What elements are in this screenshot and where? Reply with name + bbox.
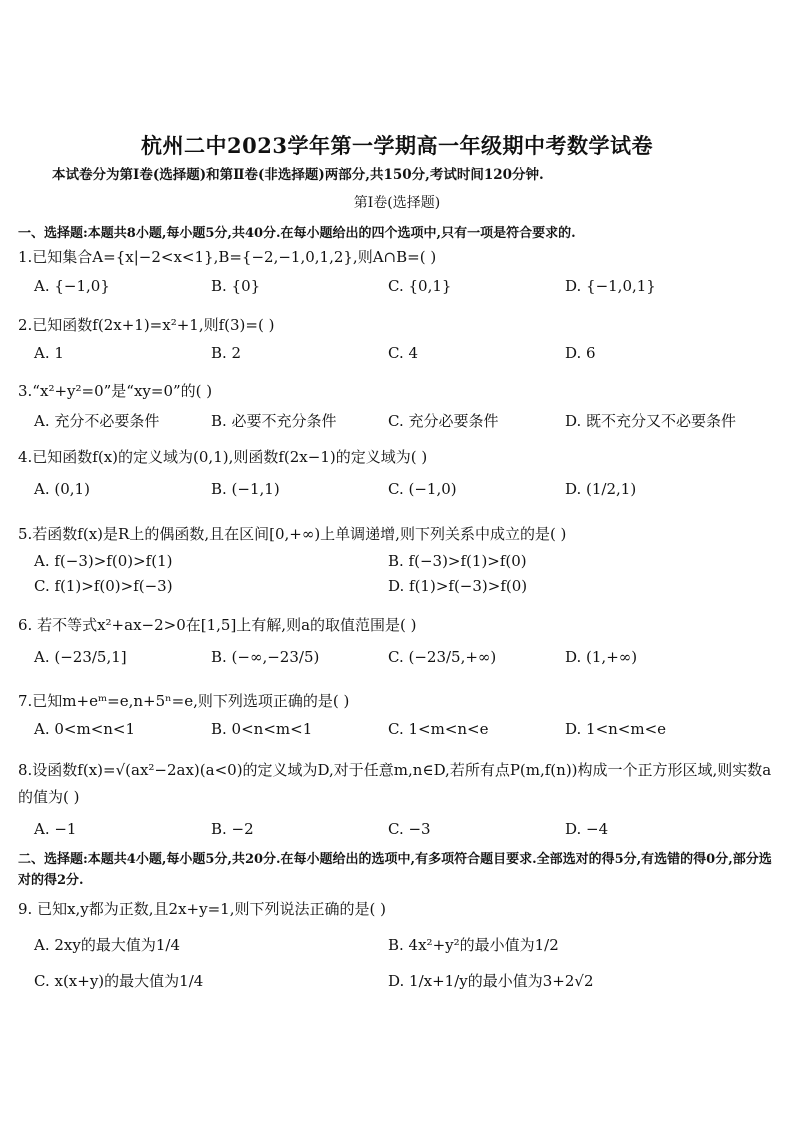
question-3-stem: 3.“x²+y²=0”是“xy=0”的( ) <box>18 382 213 400</box>
part1-heading: 第Ⅰ卷(选择题) <box>353 195 441 211</box>
q3-option-d: D. 既不充分又不必要条件 <box>565 412 737 430</box>
question-8-stem: 8.设函数f(x)=√(ax²−2ax)(a<0)的定义域为D,对于任意m,n∈D,若所有点P(m,f(n))构成一个正方形区域,则实数a的值为( ) <box>18 761 772 806</box>
q3-option-b: B. 必要不充分条件 <box>211 412 337 430</box>
q7-option-c: C. 1<m<n<e <box>388 720 489 738</box>
q9-option-b: B. 4x²+y²的最小值为1/2 <box>388 936 559 954</box>
q4-option-d: D. (1/2,1) <box>565 480 637 498</box>
question-4-stem: 4.已知函数f(x)的定义域为(0,1),则函数f(2x−1)的定义域为( ) <box>18 448 428 466</box>
q1-option-b: B. {0} <box>211 277 261 295</box>
q6-option-c: C. (−23/5,+∞) <box>388 648 497 666</box>
q3-option-c: C. 充分必要条件 <box>388 412 499 430</box>
q5-option-a: A. f(−3)>f(0)>f(1) <box>34 552 173 570</box>
exam-title: 杭州二中2023学年第一学期高一年级期中考数学试卷 <box>141 133 653 158</box>
question-6-stem: 6. 若不等式x²+ax−2>0在[1,5]上有解,则a的取值范围是( ) <box>18 616 417 634</box>
question-2-stem: 2.已知函数f(2x+1)=x²+1,则f(3)=( ) <box>18 316 275 334</box>
question-7-stem: 7.已知m+eᵐ=e,n+5ⁿ=e,则下列选项正确的是( ) <box>18 692 350 710</box>
q2-option-a: A. 1 <box>34 344 64 362</box>
q7-option-d: D. 1<n<m<e <box>565 720 667 738</box>
q6-option-d: D. (1,+∞) <box>565 648 638 666</box>
q2-option-b: B. 2 <box>211 344 242 362</box>
q8-option-a: A. −1 <box>34 820 77 838</box>
q5-option-b: B. f(−3)>f(1)>f(0) <box>388 552 527 570</box>
q4-option-c: C. (−1,0) <box>388 480 457 498</box>
q5-option-d: D. f(1)>f(−3)>f(0) <box>388 577 528 595</box>
q1-option-d: D. {−1,0,1} <box>565 277 656 295</box>
q9-option-d: D. 1/x+1/y的最小值为3+2√2 <box>388 972 594 990</box>
q2-option-c: C. 4 <box>388 344 419 362</box>
q8-option-d: D. −4 <box>565 820 609 838</box>
q9-option-a: A. 2xy的最大值为1/4 <box>34 936 180 954</box>
q1-option-c: C. {0,1} <box>388 277 452 295</box>
q9-option-c: C. x(x+y)的最大值为1/4 <box>34 972 204 990</box>
q8-option-b: B. −2 <box>211 820 254 838</box>
q4-option-b: B. (−1,1) <box>211 480 280 498</box>
q8-option-c: C. −3 <box>388 820 431 838</box>
question-1-stem: 1.已知集合A={x|−2<x<1},B={−2,−1,0,1,2},则A∩B=( ) <box>18 248 437 266</box>
q7-option-a: A. 0<m<n<1 <box>34 720 136 738</box>
section2-heading: 二、选择题:本题共4小题,每小题5分,共20分.在每小题给出的选项中,有多项符合题目要求.全部选对的得5分,有选错的得0分,部分选对的得2分. <box>18 852 772 888</box>
q2-option-d: D. 6 <box>565 344 596 362</box>
exam-intro: 本试卷分为第Ⅰ卷(选择题)和第Ⅱ卷(非选择题)两部分,共150分,考试时间120分钟. <box>52 167 544 183</box>
q4-option-a: A. (0,1) <box>34 480 90 498</box>
q1-option-a: A. {−1,0} <box>34 277 110 295</box>
q6-option-b: B. (−∞,−23/5) <box>211 648 320 666</box>
q7-option-b: B. 0<n<m<1 <box>211 720 313 738</box>
question-9-stem: 9. 已知x,y都为正数,且2x+y=1,则下列说法正确的是( ) <box>18 900 386 918</box>
question-5-stem: 5.若函数f(x)是R上的偶函数,且在区间[0,+∞)上单调递增,则下列关系中成立的是( ) <box>18 525 567 543</box>
q6-option-a: A. (−23/5,1] <box>34 648 127 666</box>
q5-option-c: C. f(1)>f(0)>f(−3) <box>34 577 173 595</box>
q3-option-a: A. 充分不必要条件 <box>34 412 160 430</box>
section1-heading: 一、选择题:本题共8小题,每小题5分,共40分.在每小题给出的四个选项中,只有一项是符合要求的. <box>18 226 576 241</box>
